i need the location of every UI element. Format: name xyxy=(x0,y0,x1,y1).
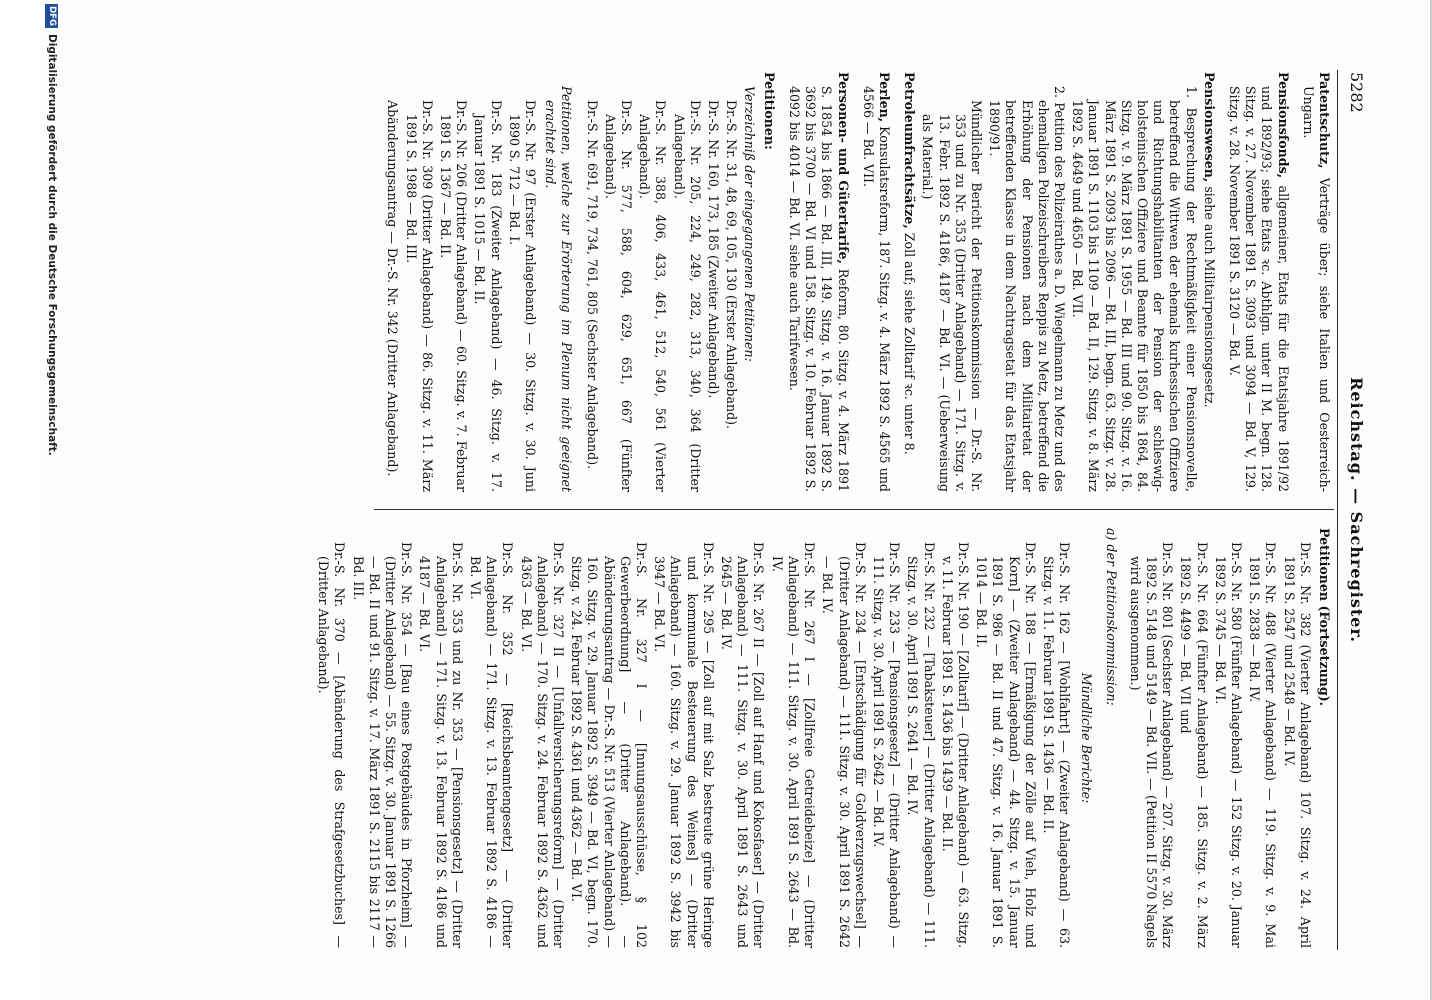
petition-item: Dr.-S. Nr. 183 (Zweiter Anlageband) — 46. Sitzg. v. 17. Januar 1891 S. 1015 — Bd. II. xyxy=(472,100,504,492)
petition-list-item: Dr.-S. Nr. 205, 224, 249, 282, 313, 340, 364 (Dritter Anlageband). xyxy=(671,100,703,492)
petitions-not-suitable: Petitionen, welche zur Erörterung im Plenum nicht geeignet erachtet sind. xyxy=(543,86,575,492)
petition-item: Dr.-S. Nr. 206 (Dritter Anlageband) — 60. Sitzg. v. 7. Februar 1891 S. 1367 — Bd. II. xyxy=(438,100,470,492)
entry-text: Konsulatsreform, 187. Sitzg. v. 4. März 1892 S. 4565 und 4566 — Bd. VII. xyxy=(860,86,892,492)
report-item: Dr.-S. Nr. 190 — [Zolltarif] — (Dritter Anlageband) — 63. Sitzg. v. 11. Februar 1891 S. 1436 bis 1439 — Bd. II. xyxy=(939,542,971,948)
report-item: Dr.-S. Nr. 232 — [Tabaksteuer] — (Dritter Anlageband) — 111. Sitzg. v. 30. April 1891 S. 2641 — Bd. IV. xyxy=(905,542,937,948)
petition-list-item: Dr.-S. Nr. 577, 588, 604, 629, 651, 667 (Fünfter Anlageband). xyxy=(602,100,635,492)
petition-item: Dr.-S. Nr. 664 (Fünfter Anlageband) — 185. Sitzg. v. 2. März 1892 S. 4499 — Bd. VII und xyxy=(1178,542,1210,948)
entry-keyword: Pensionsfonds, xyxy=(1275,72,1291,179)
subsection-heading: a) der Petitionskommission: xyxy=(1103,528,1119,706)
running-title: Reichstag. — Sachregister. xyxy=(1347,377,1366,643)
index-entry xyxy=(1300,72,1332,492)
continuation-heading: Petitionen (Fortsetzung). xyxy=(1317,528,1332,707)
petition-list-item: Dr.-S. Nr. 31, 48, 69, 105, 130 (Erster Anlageband). xyxy=(724,100,740,430)
page-number: 5282 xyxy=(1347,72,1366,113)
column-divider xyxy=(374,509,1334,510)
entry-text: allgemeiner, Etats für die Etatsjahre 1891/92 und 1892/93; siehe Etats ꝛc. Abthlgn. unter II M. begn. 128. Sitzg. v. 27. November 1891 S. 3093 und 3094 — Bd. V, 129. Sitzg. v. 28. November 1891 S. 3120 — Bd. V. xyxy=(1226,86,1291,492)
report-item: Dr.-S. Nr. 354 — [Bau eines Postgebäudes in Pforzheim] — (Dritter Anlageband) — 55. Sitzg. v. 30. Januar 1891 S. 1266 — Bd. II und 91. Sitzg. v. 17. März 1891 S. 2115 bis 2117 — Bd. III. xyxy=(350,542,415,948)
index-subentry: 1. Besprechung der Rechtmäßigkeit einer Pensionsnovelle, betreffend die Wittwen der ehemals kurhessischen Offiziere und Richtungshabilitanten der Pension der schleswig-holsteinischen Offiziere und Beamte für 1850 bis 1864, 84. Sitzg. v. 9. März 1891 S. 1955 — Bd. III und 90. Sitzg. v. 16. März 1891 S. 2093 bis 2096 — Bd. III, begn. 63. Sitzg. v. 28. Januar 1891 S. 1103 bis 1109 — Bd. II, 129. Sitzg. v. 8. März 1892 S. 4649 und 4650 — Bd. VII. xyxy=(1070,86,1199,492)
entry-text: Zoll auf; siehe Zolltarif ꝛc. unter 8. xyxy=(902,228,918,455)
footer-text: Digitalisierung gefördert durch die Deutsche Forschungsgemeinschaft. xyxy=(46,34,58,456)
report-item: Dr.-S. Nr. 267 I — [Zollfreie Getreidebeize] — (Dritter Anlageband) — 111. Sitzg. v. 30. April 1891 S. 2643 — Bd. IV. xyxy=(769,542,818,948)
index-entry xyxy=(786,72,851,492)
report-item: Dr.-S. Nr. 327 I — [Innungsausschüsse, § 102 Gewerbeordnung] — (Dritter Anlageband). — Abänderungsantrag — Dr.-S. Nr. 513 (Vierter Anlageband) — 160. Sitzg. v. 29. Januar 1892 S. 3949 — Bd. VI, begn. 170. Sitzg. v. 24. Februar 1892 S. 4361 und 4362 — Bd. VI. xyxy=(569,542,650,948)
entry-text: siehe auch Militairpensionsgesetz. xyxy=(1201,182,1217,408)
report-item: Dr.-S. Nr. 188 — [Ermäßigung der Zölle auf Vieh, Holz und Korn] — (Zweiter Anlageband) — 44. Sitzg. v. 15. Januar 1891 S. 986 — Bd. II und 47. Sitzg. v. 16. Januar 1891 S. 1014 — Bd. II. xyxy=(974,542,1038,948)
report-item: Dr.-S. Nr. 295 — [Zoll auf mit Salz bestreute grüne Heringe und kommunale Besteuerung des Weines] — (Dritter Anlageband) — 160. Sitzg. v. 29. Januar 1892 S. 3942 bis 3947 — Bd. VI. xyxy=(652,542,716,948)
entry-keyword: Pensionswesen, xyxy=(1201,72,1217,183)
petition-list-item: Dr.-S. Nr. 691, 719, 734, 761, 805 (Sechster Anlageband). xyxy=(584,100,600,470)
entry-keyword: Petitionen: xyxy=(761,72,777,150)
report-item: Dr.-S. Nr. 370 — [Abänderung des Strafgesetzbuches] — (Dritter Anlageband). xyxy=(316,542,348,948)
index-entry xyxy=(860,72,892,492)
page-header xyxy=(1337,70,1372,950)
entry-keyword: Personen- und Gütertarife, xyxy=(835,72,851,264)
petition-list-item: Dr.-S. Nr. 160, 173, 185 (Zweiter Anlageband). xyxy=(706,100,722,399)
report-item: Dr.-S. Nr. 267 II — [Zoll auf Hanf und Kokosfaser] — (Dritter Anlageband) — 111. Sitzg. v. 30. April 1891 S. 2643 und 2645 — Bd. IV. xyxy=(719,542,767,948)
report-item: Dr.-S. Nr. 162 — [Wohlfahrt] — (Zweiter Anlageband) — 63. Sitzg. v. 11. Februar 1891 S. 1436 — Bd. II. xyxy=(1040,542,1073,948)
petition-list-item: Dr.-S. Nr. 388, 406, 433, 461, 512, 540, 561 (Vierter Anlageband). xyxy=(637,100,669,492)
petition-item: Dr.-S. Nr. 97 (Erster Anlageband) — 30. Sitzg. v. 30. Juni 1890 S. 712 — Bd. I. xyxy=(506,100,539,492)
digitization-footer xyxy=(40,0,62,1000)
petition-item: Dr.-S. Nr. 309 (Dritter Anlageband) — 86. Sitzg. v. 11. März 1891 S. 1988 — Bd. III. xyxy=(403,100,435,492)
section-heading: Mündliche Berichte: xyxy=(1079,672,1095,804)
petition-item: Abänderungsantrag — Dr.-S. Nr. 342 (Dritter Anlageband). xyxy=(385,100,401,477)
index-entry xyxy=(1201,72,1217,492)
entry-keyword: Patentschutz, xyxy=(1317,72,1332,169)
report-item: Dr.-S. Nr. 353 und zu Nr. 353 — [Pensionsgesetz] — (Dritter Anlageband) — 171. Sitzg. v. 13. Februar 1892 S. 4186 und 4187 — Bd. VI. xyxy=(417,542,465,948)
left-column xyxy=(382,72,1332,492)
index-entry xyxy=(1226,72,1291,492)
petitions-intro: Verzeichniß der eingegangenen Petitionen: xyxy=(742,86,758,362)
scanned-page xyxy=(40,0,1432,1000)
report-item: Dr.-S. Nr. 327 II — [Unfallversicherungsreform] — (Dritter Anlageband) — 170. Sitzg. v. 24. Februar 1892 S. 4362 und 4363 — Bd. VI. xyxy=(518,542,567,948)
petition-item: Dr.-S. Nr. 801 (Sechster Anlageband) — 207. Sitzg. v. 30. März 1892 S. 5148 und 5149 — Bd. VII. — (Petition II 5570 Nagels wird ausgenommen.) xyxy=(1127,542,1176,948)
report-item: Dr.-S. Nr. 352 — [Reichsbeamtengesetz] — (Dritter Anlageband) — 171. Sitzg. v. 13. Februar 1892 S. 4186 — Bd. VI. xyxy=(468,542,516,948)
report-item: Dr.-S. Nr. 234 — [Entschädigung für Goldverzugswechsel] — (Dritter Anlageband) — 111. Sitzg. v. 30. April 1891 S. 2642 — Bd. IV. xyxy=(820,542,868,948)
petition-item: Dr.-S. Nr. 382 (Vierter Anlageband) 107. Sitzg. v. 24. April 1891 S. 2547 und 2548 — Bd. IV. xyxy=(1281,542,1313,948)
index-subentry: Mündlicher Bericht der Petitionskommission — Dr.-S. Nr. 353 und zu Nr. 353 (Dritter Anlageband) — 171. Sitzg. v. 13. Febr. 1892 S. 4186, 4187 — Bd. VI. — (Ueberweisung als Material.) xyxy=(920,100,984,492)
index-entry xyxy=(901,72,917,492)
dfg-logo: DFG xyxy=(45,4,58,28)
right-column xyxy=(313,528,1332,948)
entry-keyword: Perlen, xyxy=(876,72,892,123)
entry-text: Verträge über; siehe Italien und Oesterreich-Ungarn. xyxy=(1300,86,1332,492)
entry-keyword: Petroleumfrachtsätze, xyxy=(902,72,918,229)
index-entry xyxy=(761,72,777,492)
index-subentry: 2. Petition des Polizeirathes a. D. Wiegelmann zu Metz und des ehemaligen Polizeischreibers Reppis zu Metz, betreffend die Erhöhung der Pensionen nach dem Militairetat der betreffenden Klasse in dem Nachtragsetat für das Etatsjahr 1890/91. xyxy=(987,86,1067,492)
report-item: Dr.-S. Nr. 233 — [Pensionsgesetz] — (Dritter Anlageband) — 111. Sitzg. v. 30. April 1891 S. 2642 — Bd. IV. xyxy=(870,542,903,948)
entry-text: Reform, 80. Sitzg. v. 4. März 1891 S. 1854 bis 1866 — Bd. III, 149. Sitzg. v. 16. Januar 1892 S. 3692 bis 3700 — Bd. VI und 158. Sitzg. v. 10. Februar 1892 S. 4092 bis 4014 — Bd. VI. siehe auch Tarifwesen. xyxy=(786,86,851,493)
petition-item: Dr.-S. Nr. 488 (Vierter Anlageband) — 119. Sitzg. v. 9. Mai 1891 S. 2838 — Bd. IV. xyxy=(1247,542,1279,948)
petition-item: Dr.-S. Nr. 580 (Fünfter Anlageband) — 152 Sitzg. v. 20. Januar 1892 S. 3745 — Bd. VI. xyxy=(1212,542,1244,948)
